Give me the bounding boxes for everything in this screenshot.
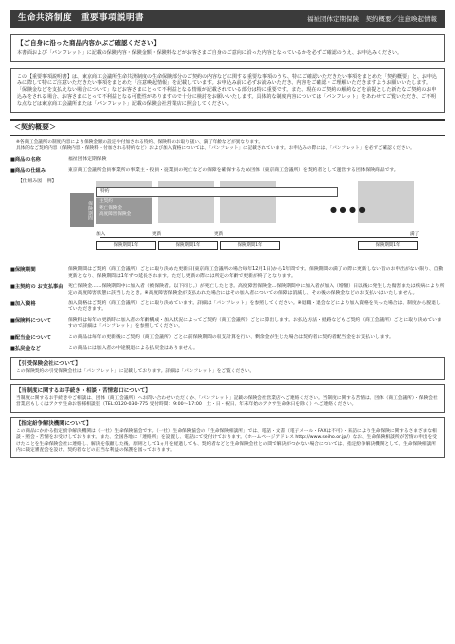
row-value: この商品には加入者の中途脱退による払戻金はありません。 [68,345,198,351]
row-key: ■商品の名称 [10,157,41,164]
row-refund [10,346,445,353]
row-key: ■払戻金など [10,345,41,352]
row-value: 加入資格はご契約（商工会議所）ごとに取り決めています。詳細は「パンフレット」を参照してください。※退職・退会などにより加入資格を失った場合は、制度から脱退していただきます。 [68,300,441,313]
row-key: ■主契約の お支払事由 [10,284,64,291]
row-value: 保険期間はご契約（商工会議所）ごとに取り決めた更新日(東京商工会議所の場合毎年12月1日)から1年間です。保険期間の満了の際に更新しない旨のお申出がない限り、自動更新となり、保険期間は1年ずつ延長されます。ただし更新の際には所定の年齢で更新が終了となります。 [68,267,444,279]
period-pill: 保険期間1年 [358,241,418,250]
period-pill: 保険期間1年 [220,241,280,250]
box-heading: 【引受保険会社について】 [16,360,81,367]
row-key: ■保険料について [10,317,52,324]
period-pill: 保険期間1年 [158,241,218,250]
intro-body: この【重要事項説明書】は、東京商工会議所生命共済制度の生命保険部分のご契約の内容などに関する重要な事項のうち、特にご確認いただきたい事項をまとめた「契約概要」と、お申込みに際して特にご注意いただきたい事項をまとめた「注意喚起情報」を記載しています。お申込み前に必ずお読みいただき、内容をご確認・ご理解いただきますようお願いいたします。「保険金などを支払えない場合について」などお客さまにとって不利益となる情報が記載されている部分は特に重要です。また、現在のご契約の解約などを前提とした新たなご契約のお申込みをされる場合、お客さまにとって不利益となる可能性がありますので十分に検討をお願いいたします。具体的な制度内容については「パンフレット」をあわせてご覧いただき、ご不明な点などは東京商工会議所または「パンフレット」記載の保険会社営業店に照会してください。 [17,73,438,107]
death-benefit-label: 死亡保険金 [99,205,122,211]
row-payment-reason [10,284,445,297]
row-premium [10,318,445,331]
confirm-body: 本書面および「パンフレット」に記載の保険内容・保険金額・保険料などがお客さまご自身のご意向に沿った内容となっているかを必ずご確認のうえ、お申込みください。 [17,49,403,56]
rider-bar: 特約 [96,187,338,197]
document-title: 生命共済制度 重要事項説明書 [18,13,145,24]
note-item: 具体的なご契約内容（保険内容・保険料・付加される特約など）および加入資格については、「パンフレット」に記載されています。お申込みの際には、「パンフレット」を必ずご確認ください。 [16,145,415,151]
main-contract-label: 主契約 [99,199,113,205]
mechanism-diagram [10,179,445,261]
box-body: 当制度に関するお手続きやご相談は、団体（商工会議所）へお問い合わせいただくか、「パンフレット」記載の保険会社営業店へご連絡ください。当制度に関する苦情は、団体（商工会議所）・保険会社営業店もしくはアクサ生命お客様相談室（TEL:0120-030-775 受付時間：9:00〜17:00 土・日・祝日、年末年始のアクサ生命休日を除く）へご連絡ください。 [16,395,438,408]
coverage-label: 保険期間 [70,193,94,227]
row-key: ■保険期間 [10,267,36,274]
note-item: ※各商工会議所の制度内容により保険金額の設定や付加される特約、保険料のお取り扱い、満了年齢などが異なります。 [16,139,263,145]
box-body: この保険契約の引受保険会社は「パンフレット」に記載しております。詳細は「パンフレット」をご覧ください。 [16,369,255,375]
period-block [358,181,414,223]
row-dividend [10,335,445,342]
row-value: 東京商工会議所会員事業所の事業主・役員・従業員の死亡などの保障を確保するため団体（東京商工会議所）を契約者として運営する団体保険商品です。 [68,168,399,174]
dispute-box [10,417,445,459]
row-key: ■加入資格 [10,300,36,307]
box-body: この商品にかかる指定紛争解決機関は（一社）生命保険協会です。（一社）生命保険協会の「生命保険相談所」では、電話・文書（電子メール・FAXは不可）・来訪により生命保険に関するさまざまな相談・照会・苦情をお受けしております。また、全国各地に「連絡所」を設置し、電話にて受付けております。（ホームページアドレス http://www.seiho.or.jp/）なお、生命保険相談所が苦情の申出を受けたことを生命保険会社に連絡し、解決を依頼した後、原則として1ヵ月を経過しても、契約者などと生命保険会社との間で解決がつかない場合については、指定紛争解決機関として、生命保険相談所内に裁定審査会を設け、契約者などの正当な利益の保護を図っております。 [16,428,437,453]
row-key: ■商品の仕組み [10,168,47,175]
row-product-name [10,157,445,164]
confirm-box [10,34,445,62]
row-eligibility [10,301,445,314]
intro-box [10,68,445,114]
row-value: 死亡保険金……保険期間中に加入者（被保険者。以下同じ。）が死亡したとき。高度障害保険金…保険期間中に加入者が加入（増額）日以後に発生した傷害または疾病により所定の高度障害状態に該当したとき。※高度障害保険金が支払われた場合にはその加入者についての保障は消滅し、その後の保険金などのお支払いはいたしません。 [68,284,445,296]
row-mechanism [10,168,445,175]
period-pill: 保険期間1年 [96,241,156,250]
section-title: ＜契約概要＞ [10,119,445,135]
box-heading: 【当制度に関するお手続き・相談・苦情窓口について】 [16,387,151,394]
event-label: 更新 [214,232,224,238]
row-value: この商品は毎年の更新後にご契約（商工会議所）ごとに前保険期間の収支計算を行い、剰余金が生じた場合は契約者に契約者配当金をお支払いします。 [68,334,394,340]
row-period [10,267,445,280]
row-value: 福祉団体定期保険 [68,157,107,163]
notes [10,140,445,152]
event-label: 加入 [96,232,106,238]
row-key: ■配当金について [10,334,52,341]
document-header [10,10,445,28]
insurer-box [10,357,445,380]
timeline-line [100,237,418,238]
row-value: 保険料は毎年の更新時に加入者の年齢構成・加入状況によってご契約（商工会議所）ごとに算出します。お払込方法・経路などもご契約（商工会議所）ごとに取り決めていますので詳細は「パンフレット」を参照してください。 [68,317,442,330]
document-subtitle: 福祉団体定期保険 契約概要／注意喚起情報 [307,14,437,23]
disability-benefit-label: 高度障害保険金 [99,211,132,217]
diagram-label: 【仕組み図 例】 [18,179,57,185]
continuation-dots: ● ● ● ● [330,205,366,215]
contact-box [10,384,445,413]
event-label: 更新 [152,232,162,238]
main-contract-block [96,198,152,224]
event-label: 満了 [410,232,420,238]
box-heading: 【指定紛争解決機関について】 [16,420,92,427]
confirm-heading: 【ご自身に沿った商品内容かぶご確認ください】 [17,39,160,47]
